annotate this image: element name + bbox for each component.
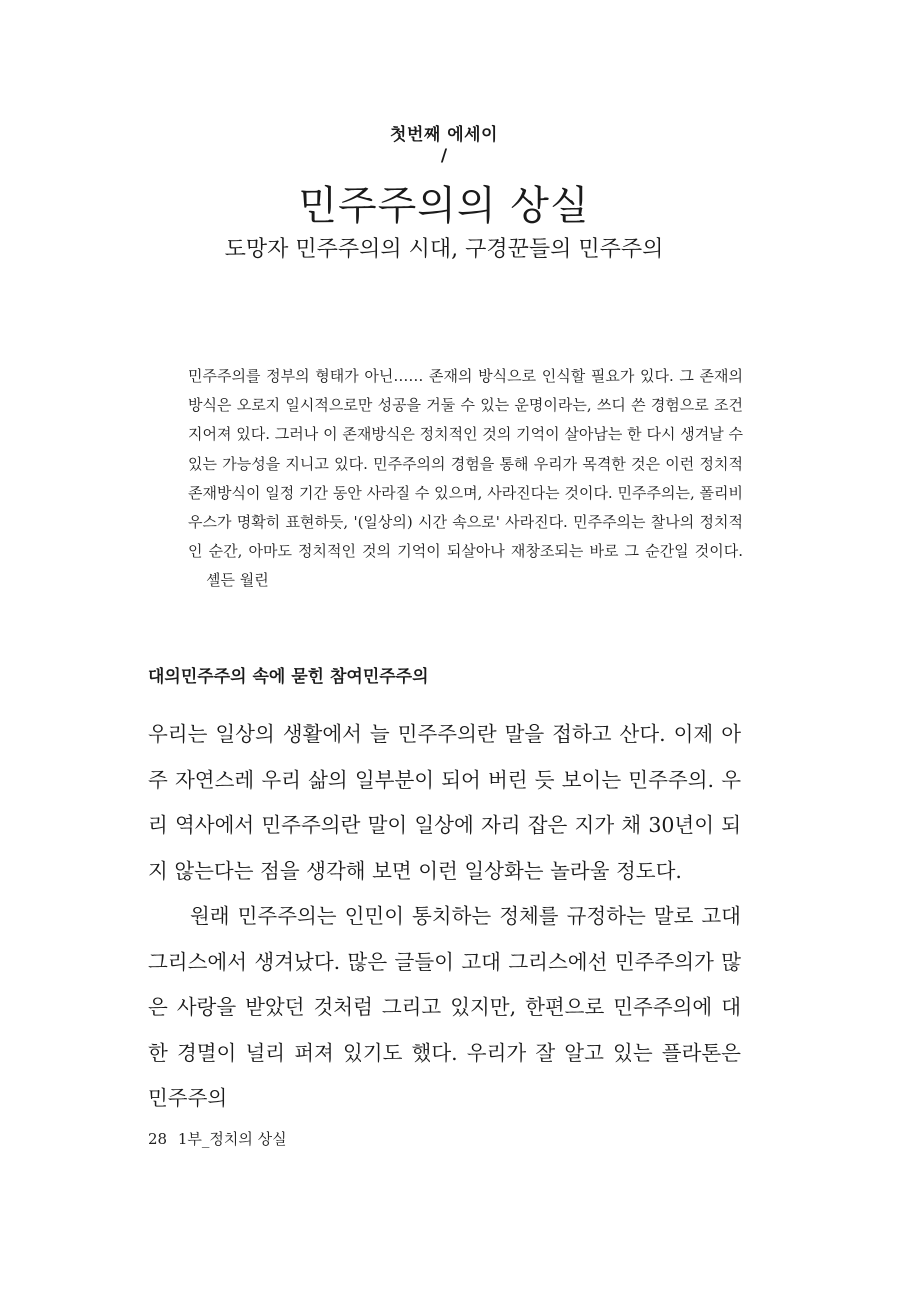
essay-label: 첫번째 에세이	[390, 125, 498, 145]
page-footer	[148, 1128, 287, 1149]
page-number: 28	[148, 1130, 168, 1148]
body-paragraph: 원래 민주주의는 인민이 통치하는 정체를 규정하는 말로 고대 그리스에서 생겨났다. 많은 글들이 고대 그리스에선 민주주의가 많은 사랑을 받았던 것처럼 그리고 있지만, 한편으로 민주주의에 대한 경멸이 널리 퍼져 있기도 했다. 우리가 잘 알고 있는 플라톤은 민주주의	[148, 904, 741, 1110]
body-paragraph: 우리는 일상의 생활에서 늘 민주주의란 말을 접하고 산다. 이제 아주 자연스레 우리 삶의 일부분이 되어 버린 듯 보이는 민주주의. 우리 역사에서 민주주의란 말이 일상에 자리 잡은 지가 채 30년이 되지 않는다는 점을 생각해 보면 이런 일상화는 놀라울 정도다.	[148, 722, 741, 883]
epigraph-author: 셸든 월린	[206, 571, 269, 590]
chapter-title: 민주주의의 상실	[298, 183, 590, 229]
title-separator: /	[440, 146, 448, 166]
running-title: 1부_정치의 상실	[177, 1130, 287, 1148]
epigraph-text: 민주주의를 정부의 형태가 아닌…… 존재의 방식으로 인식할 필요가 있다. 그 존재의 방식은 오로지 일시적으로만 성공을 거둘 수 있는 운명이라는, 쓰디 쓴 경험으로 조건 지어져 있다. 그러나 이 존재방식은 정치적인 것의 기억이 살아남는 한 다시 생겨날 수 있는 가능성을 지니고 있다. 민주주의의 경험을 통해 우리가 목격한 것은 이런 정치적 존재방식이 일정 기간 동안 사라질 수 있으며, 사라진다는 것이다. 민주주의는, 폴리비우스가 명확히 표현하듯, '(일상의) 시간 속으로' 사라진다. 민주주의는 찰나의 정치적인 순간, 아마도 정치적인 것의 기억이 되살아나 재창조되는 바로 그 순간일 것이다.	[188, 367, 743, 561]
section-heading: 대의민주주의 속에 묻힌 참여민주주의	[148, 667, 429, 687]
epigraph	[188, 362, 743, 596]
body-text	[148, 712, 741, 1122]
chapter-subtitle: 도망자 민주주의의 시대, 구경꾼들의 민주주의	[224, 237, 664, 262]
